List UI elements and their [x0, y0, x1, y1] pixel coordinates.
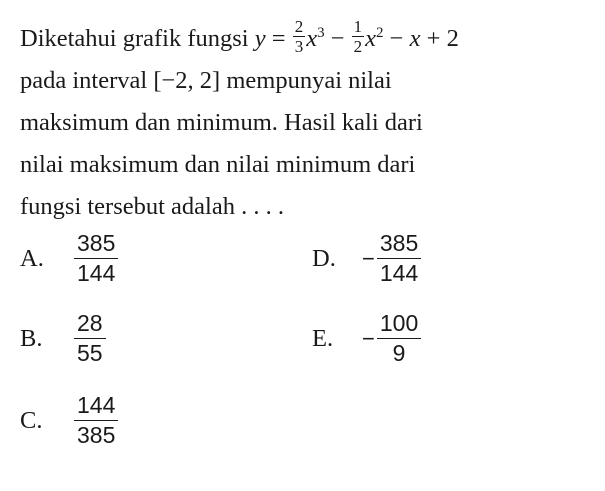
eq-term1-den: 3: [294, 36, 304, 56]
option-e-numerator: 100: [377, 312, 421, 339]
question-line-5: fungsi tersebut adalah . . . .: [20, 193, 284, 220]
option-d-denominator: 144: [379, 260, 419, 286]
option-d-letter: D.: [312, 244, 336, 272]
option-d-numerator: 385: [377, 232, 421, 259]
question-line-3: maksimum dan minimum. Hasil kali dari: [20, 109, 423, 136]
question-line-2: pada interval [−2, 2] mempunyai nilai: [20, 67, 392, 94]
eq-op2: −: [383, 25, 410, 52]
eq-op1: −: [324, 25, 351, 52]
eq-term2-var: x: [365, 25, 377, 52]
option-e-sign: −: [362, 325, 375, 351]
option-b[interactable]: [20, 312, 106, 365]
option-b-denominator: 55: [77, 340, 103, 366]
question-text: [20, 18, 580, 228]
option-c-letter: C.: [20, 406, 43, 434]
option-a[interactable]: [20, 232, 118, 285]
eq-term2-fraction: [352, 18, 365, 55]
eq-term1-num: 2: [294, 16, 304, 36]
option-d-fraction: [377, 232, 421, 285]
eq-term2-num: 1: [353, 16, 363, 36]
option-a-denominator: 144: [77, 260, 116, 286]
eq-term3-var: x: [409, 25, 421, 52]
option-c-denominator: 385: [77, 422, 116, 448]
option-c[interactable]: [20, 394, 118, 447]
question-intro: Diketahui grafik fungsi: [20, 25, 255, 52]
option-d-sign: −: [362, 245, 375, 271]
option-e-denominator: 9: [392, 340, 406, 366]
eq-lhs: y: [254, 25, 266, 52]
question-line-4: nilai maksimum dan nilai minimum dari: [20, 151, 416, 178]
option-a-letter: A.: [20, 244, 44, 272]
question-line-1: [20, 18, 580, 60]
answer-options: [20, 232, 580, 462]
eq-term2-den: 2: [353, 36, 363, 56]
option-a-fraction: [74, 232, 118, 285]
option-b-numerator: 28: [74, 312, 106, 339]
option-c-fraction: [74, 394, 118, 447]
option-a-numerator: 385: [74, 232, 118, 259]
eq-op3: +: [420, 25, 447, 52]
option-e-fraction: [377, 312, 421, 365]
option-e[interactable]: [312, 312, 421, 365]
eq-equals: =: [265, 25, 292, 52]
function-equation: [254, 16, 459, 56]
option-b-fraction: [74, 312, 106, 365]
option-c-numerator: 144: [74, 394, 118, 421]
eq-term2-exp: 2: [376, 25, 384, 41]
option-b-letter: B.: [20, 324, 43, 352]
eq-term1-var: x: [306, 25, 318, 52]
eq-const: 2: [446, 25, 459, 52]
option-d[interactable]: [312, 232, 421, 285]
option-e-letter: E.: [312, 324, 334, 352]
eq-term1-exp: 3: [317, 25, 325, 41]
eq-term1-fraction: [293, 18, 306, 55]
